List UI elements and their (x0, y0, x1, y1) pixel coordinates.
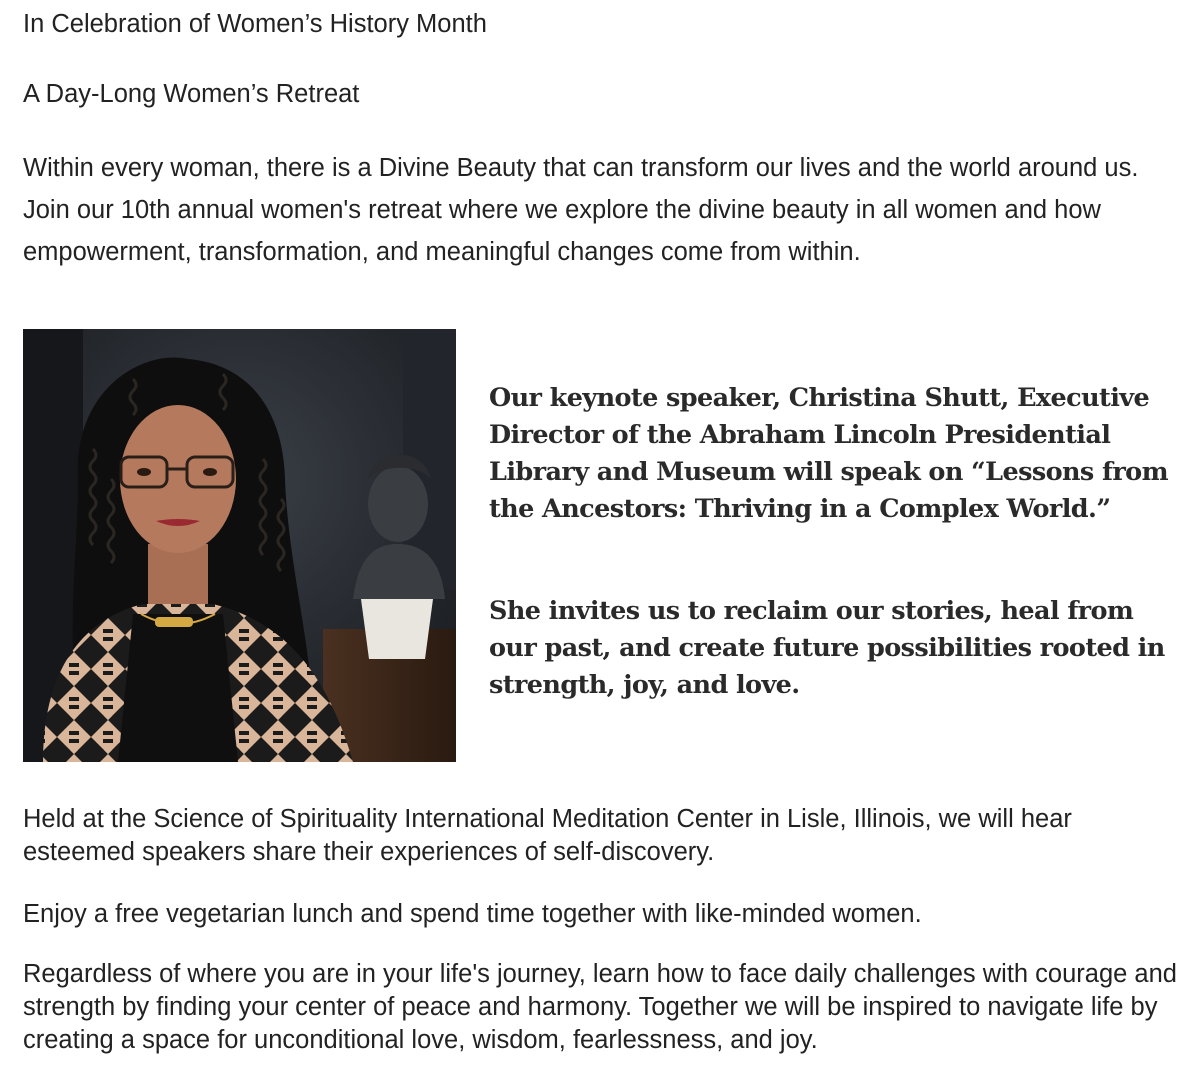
intro-paragraph: Within every woman, there is a Divine Beauty that can transform our lives and the world around us. Join our 10th annual women's retreat where we explore the divine beauty in all women and how empowerment, transformation, and meaningful changes come from within. (23, 154, 1139, 266)
celebration-heading: In Celebration of Women’s History Month (23, 10, 487, 38)
venue-paragraph: Held at the Science of Spirituality International Meditation Center in Lisle, Illinois, we will hear esteemed speakers share their experiences of self-discovery. (23, 805, 1072, 866)
invitation-paragraph: She invites us to reclaim our stories, heal from our past, and create future possibilities rooted in strength, joy, and love. (489, 596, 1165, 700)
keynote-paragraph: Our keynote speaker, Christina Shutt, Executive Director of the Abraham Lincoln Presidential Library and Museum will speak on “Lessons from the Ancestors: Thriving in a Complex World.” (489, 383, 1168, 524)
event-title: A Day-Long Women’s Retreat (23, 80, 360, 108)
lunch-paragraph: Enjoy a free vegetarian lunch and spend time together with like-minded women. (23, 900, 922, 928)
speaker-photo (23, 329, 456, 762)
journey-paragraph: Regardless of where you are in your life's journey, learn how to face daily challenges with courage and strength by finding your center of peace and harmony. Together we will be inspired to navigate life by creating a space for unconditional love, wisdom, fearlessness, and joy. (23, 960, 1177, 1054)
